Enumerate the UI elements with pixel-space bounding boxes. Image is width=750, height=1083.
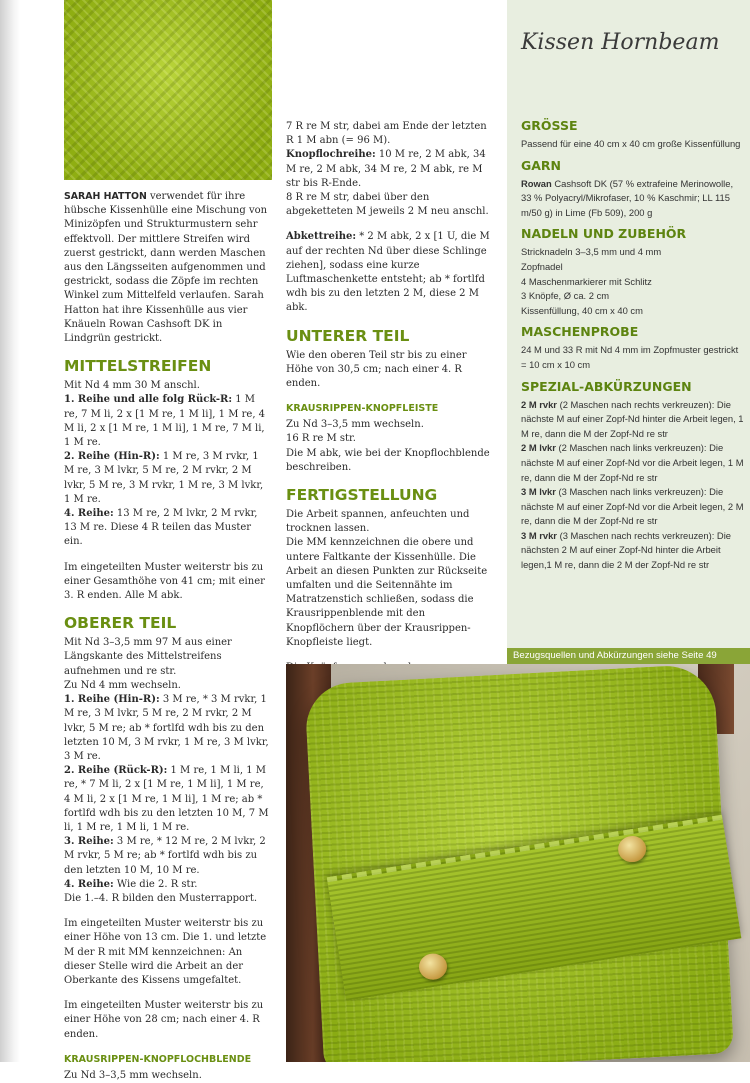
column-middle: 7 R re M str, dabei am Ende der letzten R 1 M abn (= 96 M). Knopflochreihe: 10 M re, 2 M abk, 34 M re, 2 M abk, 34 M re, 2 M abk, re M str bis R-Ende. 8 R re M str, dabei über den abgeketteten M jeweils 2 M neu anschl. Abkettreihe: * 2 M abk, 2 x [1 U, die M auf der rechten Nd über diese Schlinge ziehen], sodass eine kurze Luftmaschenkette entsteht; ab * fortlfd wdh bis zu den letzten 2 M, diese 2 M abk. UNTERER TEIL Wie den oberen Teil str bis zu einer Höhe von 30,5 cm; nach einer 4. R enden. KRAUSRIPPEN-KNOPFLEISTE Zu Nd 3–3,5 mm wechseln. 16 R re M str. Die M abk, wie bei der Knopflochblende beschreiben. FERTIGSTELLUNG Die Arbeit spannen, anfeuchten und trocknen lassen. Die MM kennzeichnen die obere und untere Faltkante der Kissenhülle. Die Arbeit an diesen Punkten zur Rückseite umfalten und die Seitennähte im Matratzenstich schließen, sodass die Krausrippenblende mit den Knopflöchern über der Krausrippen-Knopfleiste liegt. — [286, 120, 494, 701]
list-item: Zopfnadel — [521, 260, 563, 272]
list-item: 4 Maschenmarkierer mit Schlitz — [521, 275, 652, 287]
subheading-knopflochblende: KRAUSRIPPEN-KNOPFLOCHBLENDE — [64, 1053, 252, 1065]
mittelstreifen-text: Mit Nd 4 mm 30 M anschl. 1. Reihe und alle folg Rück-R: 1 M re, 7 M li, 2 x [1 M re, 1 M li], 1 M re, 4 M li, 2 x [1 M re, 1 M li], 1 M re, 7 M li, 1 M re. 2. Reihe (Hin-R): 1 M re, 3 M rvkr, 1 M re, 3 M lvkr, 5 M re, 2 M rvkr, 2 M lvkr, 5 M re, 3 M rvkr, 1 M re, 3 M lvkr, 1 M re. 4. Reihe: 13 M re, 2 M lvkr, 2 M rvkr, 13 M re. Diese 4 R teilen das Muster ein. — [64, 380, 266, 548]
list-item: 2 M rvkr (2 Maschen nach rechts verkreuzen): Die nächste M auf einer Zopf-Nd hinter die Arbeit legen, 1 M re, dann die M der Zopf-Nd re str — [521, 398, 744, 439]
pattern-title: Kissen Hornbeam — [521, 30, 720, 55]
knit-swatch-image — [64, 0, 272, 180]
heading-nadeln: NADELN UND ZUBEHÖR — [521, 226, 687, 242]
nadeln-list — [521, 245, 745, 318]
list-item: Stricknadeln 3–3,5 mm und 4 mm — [521, 246, 662, 258]
subheading-knopfleiste: KRAUSRIPPEN-KNOPFLEISTE — [286, 403, 439, 415]
button-flap — [327, 815, 742, 1001]
list-item: 3 M rvkr (3 Maschen nach rechts verkreuzen): Die nächsten 2 M auf einer Zopf-Nd hinter die Arbeit legen,1 M re, dann die 2 M der Zopf-Nd re str — [521, 529, 732, 571]
page-spine — [0, 0, 20, 1062]
heading-maschenprobe: MASCHENPROBE — [521, 324, 639, 340]
list-item: 3 M lvkr (3 Maschen nach links verkreuzen): Die nächste M auf einer Zopf-Nd vor die Arbeit legen, 2 M re, dann die M der Zopf-Nd re str — [521, 486, 744, 527]
heading-groesse: GRÖSSE — [521, 118, 578, 133]
cushion-photo — [286, 664, 750, 1062]
column-left: SARAH HATTON verwendet für ihre hübsche Kissenhülle eine Mischung von Minizöpfen und Strukturmustern sehr effektvoll. Der mittlere Streifen wird zuerst gestrickt, dann werden Maschen aus den Längsseiten aufgenommen und gestrickt, sodass die Zöpfe im rechten Winkel zum Mittelfeld verlaufen. Sarah Hatton hat ihre Kissenhülle aus vier Knäueln Rowan Cashsoft DK in Lindgrün gestrickt. MITTELSTREIFEN Mit Nd 4 mm 30 M anschl. 1. Reihe und alle folg Rück-R: 1 M re, 7 M li, 2 x [1 M re, 1 M li], 1 M re, 4 M li, 2 x [1 M re, 1 M li], 1 M re, 7 M li, 1 M re. 2. Reihe (Hin-R): 1 M re, 3 M rvkr, 1 M re, 3 M lvkr, 5 M re, 2 M rvkr, 2 M lvkr, 5 M re, 3 M rvkr, 1 M re, 3 M lvkr, 1 M re. 4. Reihe: 13 M re, 2 M lvkr, 2 M rvkr, 13 M re. Diese 4 R teilen das Muster ein. Im eingeteilten Muster weiterstr bis zu einer Gesamthöhe von 41 cm; mit einer 3. R enden. Alle M abk. OBERER TEIL Mit Nd 3–3,5 mm 97 M aus einer Längskante des Mittelstreifens aufnehmen und re str. Zu Nd 4 mm wechseln. 1. Reihe (Hin-R): 3 M re, * 3 M rvkr, 1 M re, 3 M lvkr, 5 M re, 2 M rvkr, 2 M lvkr, 5 M re; ab * fortlfd wdh bis zu den letzten 10 M, 3 M rvkr, 1 M re, 3 M lvkr, 3 M re. 2. Reihe (Rück-R): 1 M re, 1 M li, 1 M re, * 7 M li, 2 x [1 M re, 1 M li], 1 M re, 4 M li, 2 x [1 M re, 1 M li], 1 M re; ab * fortlfd wdh bis zu den letzten 10 M, 7 M li, 1 M re, 1 M li, 1 M re. 3. Reihe: 3 M re, * 12 M re, 2 M lvkr, 2 M rvkr, 5 M re; ab * fortlfd wdh bis zu den letzten 10 M, 10 M re. 4. Reihe: Wie die 2. R str. Die 1.–4. R bilden den Musterrapport. Im eingeteilten Muster weiterstr bis zu einer Höhe von 13 cm. Die 1. und letzte M der R mit MM kennzeichnen: An dieser Stelle wird die Arbeit an der Oberkante des Kissens umgefaltet. Im eingeteilten Muster weiterstr bis zu einer Höhe von 28 cm; nach einer 4. R enden. KRAUSRIPPEN-KNOPFLOCHBLENDE Zu Nd 3–3,5 mm wechseln. — [64, 190, 272, 1083]
author-name: SARAH HATTON — [64, 191, 147, 202]
intro-paragraph: SARAH HATTON verwendet für ihre hübsche Kissenhülle eine Mischung von Minizöpfen und Strukturmustern sehr effektvoll. Der mittlere Streifen wird zuerst gestrickt, dann werden Maschen aus den Längsseiten aufgenommen und gestrickt, sodass die Zöpfe im rechten Winkel zum Mittelfeld verlaufen. Sarah Hatton hat ihre Kissenhülle aus vier Knäueln Rowan Cashsoft DK in Lindgrün gestrickt. — [64, 191, 268, 345]
knopfloch-text: 7 R re M str, dabei am Ende der letzten R 1 M abn (= 96 M). Knopflochreihe: 10 M re, 2 M abk, 34 M re, 2 M abk, 34 M re, 2 M abk, re M str bis R-Ende. 8 R re M str, dabei über den abgeketteten M jeweils 2 M neu anschl. — [286, 121, 489, 218]
knitted-cushion — [304, 664, 734, 1062]
list-item: 3 Knöpfe, Ø ca. 2 cm — [521, 290, 610, 302]
reference-bar: Bezugsquellen und Abkürzungen siehe Seite 49 — [507, 648, 750, 664]
heading-abkuerzungen: SPEZIAL-ABKÜRZUNGEN — [521, 378, 692, 394]
heading-unterer-teil: UNTERER TEIL — [286, 326, 410, 345]
info-sidebar: Kissen Hornbeam GRÖSSE Passend für eine 40 cm x 40 cm große Kissenfüllung GARN Rowan Cashsoft DK (57 % extrafeine Merinowolle, 33 % Polyacryl/Mikrofaser, 10 % Kaschmir; LL 115 m/50 g) in Lime (Fb 509), 200 g NADELN UND ZUBEHÖR Stricknadeln 3–3,5 mm und 4 mm Zopfnadel 4 Maschenmarkierer mit Schlitz 3 Knöpfe, Ø ca. 2 cm Kissenfüllung, 40 cm x 40 cm MASCHENPROBE 24 M und 33 R mit Nd 4 mm im Zopfmuster gestrickt = 10 cm x 10 cm SPEZIAL-ABKÜRZUNGEN 2 M rvkr (2 Maschen nach rechts verkreuzen): Die nächste M auf einer Zopf-Nd hinter die Arbeit legen, 1 M re, dann die M der Zopf-Nd re str 2 M lvkr (2 Maschen nach links verkreuzen): Die nächste M auf einer Zopf-Nd vor die Arbeit legen, 1 M re, dann die M der Zopf-Nd re str 3 M lvkr (3 Maschen nach links verkreuzen): Die nächste M auf einer Zopf-Nd vor die Arbeit legen, 2 M re, dann die M der Zopf-Nd re str 3 M rvkr (3 Maschen nach rechts verkreuzen): Die nächsten 2 M auf einer Zopf-Nd hinter die Arbeit legen,1 M re, dann die 2 M der Zopf-Nd re str — [507, 0, 750, 662]
abk-list — [521, 398, 745, 573]
heading-garn: GARN — [521, 157, 562, 173]
list-item: Kissenfüllung, 40 cm x 40 cm — [521, 304, 643, 316]
knopfleiste-text: Zu Nd 3–3,5 mm wechseln. 16 R re M str. Die M abk, wie bei der Knopflochblende beschreiben. — [286, 419, 490, 473]
heading-fertigstellung: FERTIGSTELLUNG — [286, 486, 438, 505]
heading-oberer-teil: OBERER TEIL — [64, 614, 177, 633]
list-item: 2 M lvkr (2 Maschen nach links verkreuzen): Die nächste M auf einer Zopf-Nd vor die Arbeit legen, 1 M re, dann die M der Zopf-Nd re str — [521, 442, 744, 483]
oberer-teil-text: Mit Nd 3–3,5 mm 97 M aus einer Längskante des Mittelstreifens aufnehmen und re str. Zu Nd 4 mm wechseln. 1. Reihe (Hin-R): 3 M re, * 3 M rvkr, 1 M re, 3 M lvkr, 5 M re, 2 M rvkr, 2 M lvkr, 5 M re; ab * fortlfd wdh bis zu den letzten 10 M, 3 M rvkr, 1 M re, 3 M lvkr, 3 M re. 2. Reihe (Rück-R): 1 M re, 1 M li, 1 M re, * 7 M li, 2 x [1 M re, 1 M li], 1 M re, 4 M li, 2 x [1 M re, 1 M li], 1 M re; ab * fortlfd wdh bis zu den letzten 10 M, 7 M li, 1 M re, 1 M li, 1 M re. 3. Reihe: 3 M re, * 12 M re, 2 M lvkr, 2 M rvkr, 5 M re; ab * fortlfd wdh bis zu den letzten 10 M, 10 M re. 4. Reihe: Wie die 2. R str. Die 1.–4. R bilden den Musterrapport. — [64, 637, 269, 904]
heading-mittelstreifen: MITTELSTREIFEN — [64, 357, 212, 376]
fertigstellung-text: Die Arbeit spannen, anfeuchten und trocknen lassen. Die MM kennzeichnen die obere und untere Faltkante der Kissenhülle. Die Arbeit an diesen Punkten zur Rückseite umfalten und die Seitennähte im Matratzenstich schließen, sodass die Krausrippenblende mit den Knopflöchern über der Krausrippen-Knopfleiste liegt. — [286, 509, 488, 648]
